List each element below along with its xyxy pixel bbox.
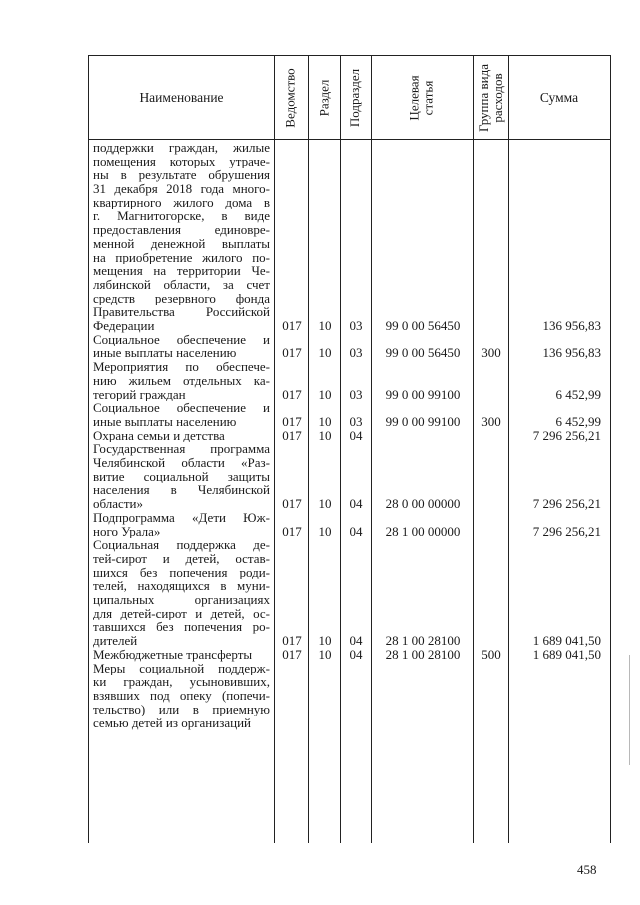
celevaya-statya-code: 99 0 00 56450 bbox=[385, 345, 461, 361]
summa-value: 6 452,99 bbox=[555, 413, 601, 429]
row-name bbox=[93, 511, 270, 538]
header-summa: Сумма bbox=[539, 89, 579, 105]
header-vedomstvo-cell bbox=[274, 56, 308, 139]
celevaya-statya-code: 99 0 00 56450 bbox=[385, 318, 461, 334]
table-row bbox=[89, 511, 610, 538]
row-name-line: тавшихся без попечения ро- bbox=[93, 620, 270, 635]
row-name-line: Охрана семьи и детства bbox=[93, 428, 225, 443]
razdel-code: 10 bbox=[318, 318, 332, 334]
row-name-line: ки граждан, усыновивших, bbox=[93, 675, 270, 689]
header-razdel-cell bbox=[308, 56, 340, 139]
table-row bbox=[89, 360, 610, 401]
table-row bbox=[89, 648, 610, 662]
row-name-line: Мероприятия по обеспече- bbox=[93, 360, 270, 374]
row-name-line: шихся без попечения роди- bbox=[93, 565, 270, 580]
celevaya-statya-code: 99 0 00 99100 bbox=[385, 386, 461, 402]
row-name bbox=[93, 360, 270, 401]
row-name-line: Федерации bbox=[93, 318, 155, 333]
row-name bbox=[93, 141, 270, 333]
razdel-code: 10 bbox=[318, 345, 332, 361]
page-number: 458 bbox=[577, 862, 597, 877]
row-name-line: телей, находящихся в муни- bbox=[93, 579, 270, 594]
summa-value: 6 452,99 bbox=[555, 386, 601, 402]
summa-value: 7 296 256,21 bbox=[532, 523, 601, 539]
row-name-line: семью детей из организаций bbox=[93, 716, 251, 731]
row-name-line: лябинской области, за счет bbox=[93, 277, 270, 292]
header-celevaya: Целевая статья bbox=[406, 74, 436, 121]
row-name-line: тельство) или в приемную bbox=[93, 702, 270, 717]
row-name bbox=[93, 648, 270, 662]
row-name-line: Подпрограмма «Дети Юж- bbox=[93, 510, 270, 525]
row-name-line: ны в результате обрушения bbox=[93, 168, 270, 183]
header-gruppa: Группа вида расходов bbox=[475, 63, 505, 132]
celevaya-statya-code: 28 0 00 00000 bbox=[385, 496, 461, 512]
razdel-code: 10 bbox=[318, 633, 332, 649]
summa-value: 136 956,83 bbox=[542, 318, 601, 334]
podrazdel-code: 04 bbox=[349, 633, 363, 649]
razdel-code: 10 bbox=[318, 496, 332, 512]
row-name-line: Социальное обеспечение и bbox=[93, 401, 270, 415]
gruppa-code: 300 bbox=[481, 413, 501, 429]
header-podrazdel: Подраздел bbox=[347, 68, 363, 127]
vedomstvo-code: 017 bbox=[282, 318, 302, 334]
podrazdel-code: 03 bbox=[349, 318, 363, 334]
row-name-line: средств резервного фонда bbox=[93, 291, 270, 306]
row-name-line: взявших под опеку (попечи- bbox=[93, 688, 270, 703]
table-row bbox=[89, 429, 610, 443]
gruppa-code: 500 bbox=[481, 646, 501, 662]
vedomstvo-code: 017 bbox=[282, 496, 302, 512]
row-name-line: Социальная поддержка де- bbox=[93, 538, 270, 552]
table-row bbox=[89, 538, 610, 648]
celevaya-statya-code: 28 1 00 28100 bbox=[385, 646, 461, 662]
razdel-code: 10 bbox=[318, 413, 332, 429]
razdel-code: 10 bbox=[318, 646, 332, 662]
row-name-line: населения в Челябинской bbox=[93, 483, 270, 498]
vedomstvo-code: 017 bbox=[282, 646, 302, 662]
vedomstvo-code: 017 bbox=[282, 345, 302, 361]
row-name-line: иные выплаты населению bbox=[93, 346, 237, 361]
header-vedomstvo: Ведомство bbox=[283, 67, 298, 128]
podrazdel-code: 04 bbox=[349, 427, 363, 443]
row-name-line: Правительства Российской bbox=[93, 305, 270, 319]
row-name-line: Меры социальной поддерж- bbox=[93, 661, 270, 676]
row-name-line: нию жильем отдельных ка- bbox=[93, 373, 270, 388]
header-name: Наименование bbox=[139, 89, 224, 105]
celevaya-statya-code: 28 1 00 28100 bbox=[385, 633, 461, 649]
header-summa-cell bbox=[508, 56, 610, 139]
row-name bbox=[93, 429, 270, 443]
razdel-code: 10 bbox=[318, 523, 332, 539]
vedomstvo-code: 017 bbox=[282, 427, 302, 443]
row-name-line: менной денежной выплаты bbox=[93, 236, 270, 251]
row-name-line: поддержки граждан, жилые bbox=[93, 141, 270, 155]
table-row bbox=[89, 401, 610, 428]
budget-table bbox=[88, 55, 611, 843]
table-row bbox=[89, 141, 610, 333]
table-row bbox=[89, 333, 610, 360]
summa-value: 136 956,83 bbox=[542, 345, 601, 361]
row-name-line: витие социальной защиты bbox=[93, 469, 270, 484]
celevaya-statya-code: 99 0 00 99100 bbox=[385, 413, 461, 429]
podrazdel-code: 04 bbox=[349, 523, 363, 539]
row-name-line: Челябинской области «Раз- bbox=[93, 456, 270, 470]
row-name-line: дителей bbox=[93, 634, 138, 648]
podrazdel-code: 03 bbox=[349, 345, 363, 361]
row-name-line: г. Магнитогорске, в виде bbox=[93, 209, 270, 224]
celevaya-statya-code: 28 1 00 00000 bbox=[385, 523, 461, 539]
row-name-line: Государственная программа bbox=[93, 442, 270, 457]
row-name-line: тей-сирот и детей, остав- bbox=[93, 551, 270, 566]
vedomstvo-code: 017 bbox=[282, 413, 302, 429]
row-name-line: помещения которых утраче- bbox=[93, 154, 270, 169]
razdel-code: 10 bbox=[318, 386, 332, 402]
header-razdel: Раздел bbox=[316, 79, 331, 116]
row-name-line: квартирного жилого дома в bbox=[93, 195, 270, 210]
row-name-line: области» bbox=[93, 497, 143, 511]
summa-value: 1 689 041,50 bbox=[532, 646, 601, 662]
header-celevaya-cell bbox=[371, 56, 473, 139]
row-name-line: 31 декабря 2018 года много- bbox=[93, 182, 270, 196]
row-name-line: тегорий граждан bbox=[93, 387, 186, 402]
header-podrazdel-cell bbox=[340, 56, 371, 139]
vedomstvo-code: 017 bbox=[282, 633, 302, 649]
summa-value: 7 296 256,21 bbox=[532, 496, 601, 512]
header-name-cell bbox=[89, 56, 274, 139]
vedomstvo-code: 017 bbox=[282, 523, 302, 539]
podrazdel-code: 03 bbox=[349, 386, 363, 402]
scan-edge-mark bbox=[629, 655, 630, 765]
row-name-line: для детей-сирот и детей, ос- bbox=[93, 606, 270, 621]
row-name-line: Межбюджетные трансферты bbox=[93, 647, 253, 662]
table-body bbox=[89, 140, 610, 843]
row-name bbox=[93, 333, 270, 360]
podrazdel-code: 04 bbox=[349, 646, 363, 662]
razdel-code: 10 bbox=[318, 427, 332, 443]
header-gruppa-cell bbox=[473, 56, 508, 139]
podrazdel-code: 03 bbox=[349, 413, 363, 429]
vedomstvo-code: 017 bbox=[282, 386, 302, 402]
row-name-line: ного Урала» bbox=[93, 524, 161, 539]
row-name-line: мещения на территории Че- bbox=[93, 264, 270, 278]
row-name bbox=[93, 538, 270, 648]
podrazdel-code: 04 bbox=[349, 496, 363, 512]
row-name-line: предоставления единовре- bbox=[93, 223, 270, 237]
gruppa-code: 300 bbox=[481, 345, 501, 361]
row-name-line: ципальных организациях bbox=[93, 593, 270, 607]
row-name-line: на приобретение жилого по- bbox=[93, 250, 270, 265]
row-name bbox=[93, 662, 270, 730]
summa-value: 1 689 041,50 bbox=[532, 633, 601, 649]
summa-value: 7 296 256,21 bbox=[532, 427, 601, 443]
table-row bbox=[89, 442, 610, 511]
row-name bbox=[93, 442, 270, 510]
table-row bbox=[89, 662, 610, 731]
row-name-line: Социальное обеспечение и bbox=[93, 332, 270, 347]
row-name bbox=[93, 401, 270, 428]
row-name-line: иные выплаты населению bbox=[93, 414, 237, 429]
